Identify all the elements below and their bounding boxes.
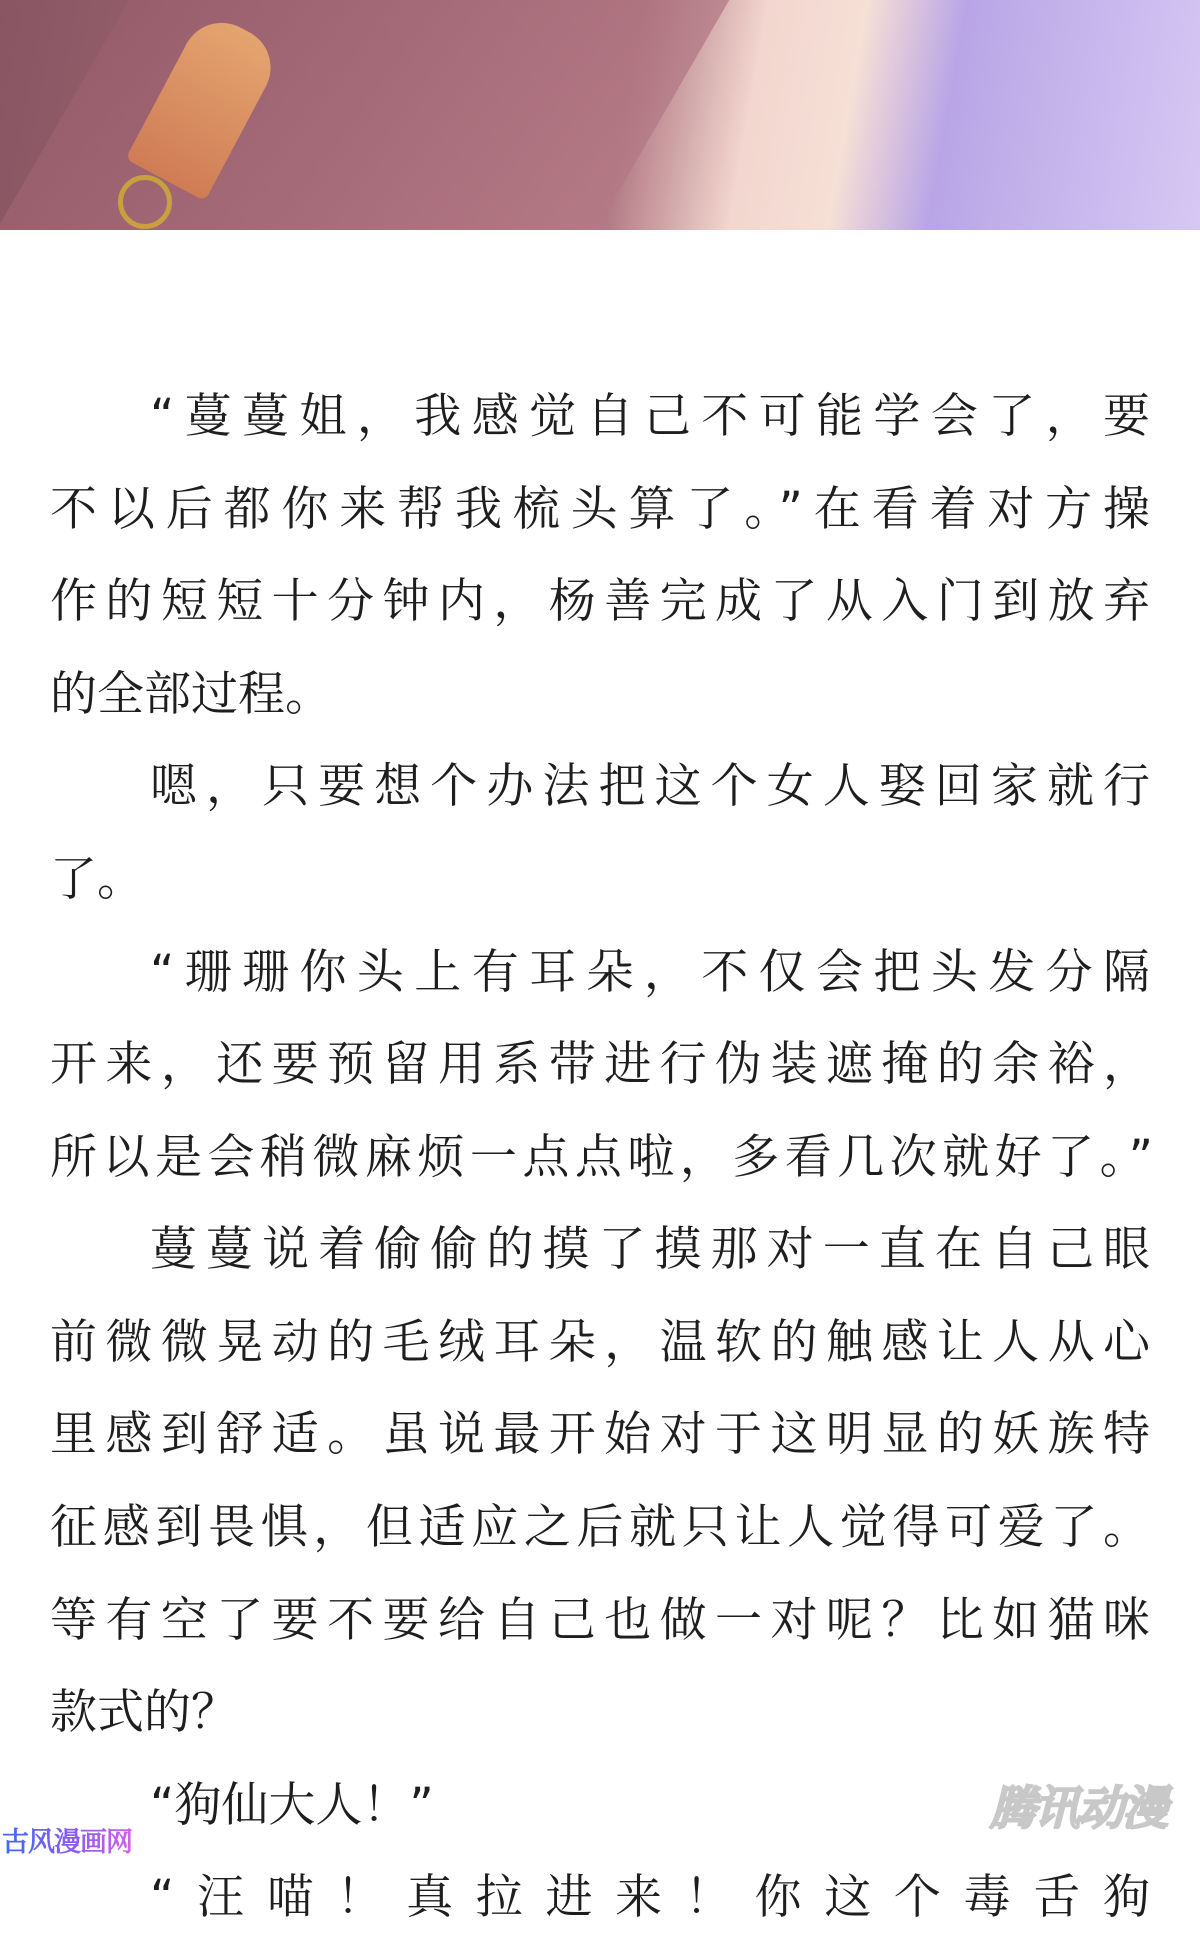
- text-line: 所以是会稍微麻烦一点点啦，多看几次就好了。”: [50, 1130, 1150, 1185]
- text-line: “珊珊你头上有耳朵，不仅会把头发分隔: [150, 945, 1150, 1000]
- text-line: 开来，还要预留用系带进行伪装遮掩的余裕，: [50, 1037, 1150, 1092]
- text-line: “狗仙大人！”: [150, 1778, 434, 1833]
- text-line: 等有空了要不要给自己也做一对呢？比如猫咪: [50, 1593, 1150, 1648]
- ring-knot: [118, 175, 172, 229]
- site-watermark: 古风漫画网: [2, 1826, 142, 1860]
- text-line: 蔓蔓说着偷偷的摸了摸那对一直在自己眼: [150, 1222, 1150, 1277]
- text-line: “汪喵！真拉进来！你这个毒舌狗: [150, 1870, 1150, 1925]
- text-line: 作的短短十分钟内，杨善完成了从入门到放弃: [50, 574, 1150, 629]
- text-line: 前微微晃动的毛绒耳朵，温软的触感让人从心: [50, 1315, 1150, 1370]
- text-line: 的全部过程。: [50, 667, 332, 722]
- comic-panel-image: [0, 0, 1200, 230]
- text-line: 里感到舒适。虽说最开始对于这明显的妖族特: [50, 1407, 1150, 1462]
- text-line: “蔓蔓姐，我感觉自己不可能学会了，要: [150, 389, 1150, 444]
- text-line: 了。: [50, 852, 144, 907]
- text-line: 款式的？: [50, 1685, 238, 1740]
- text-line: 征感到畏惧，但适应之后就只让人觉得可爱了。: [50, 1500, 1150, 1555]
- publisher-watermark: 腾讯动漫: [990, 1781, 1166, 1835]
- text-line: 嗯，只要想个办法把这个女人娶回家就行: [150, 759, 1150, 814]
- text-line: 不以后都你来帮我梳头算了。”在看着对方操: [50, 482, 1150, 537]
- robe-fold: [0, 0, 752, 230]
